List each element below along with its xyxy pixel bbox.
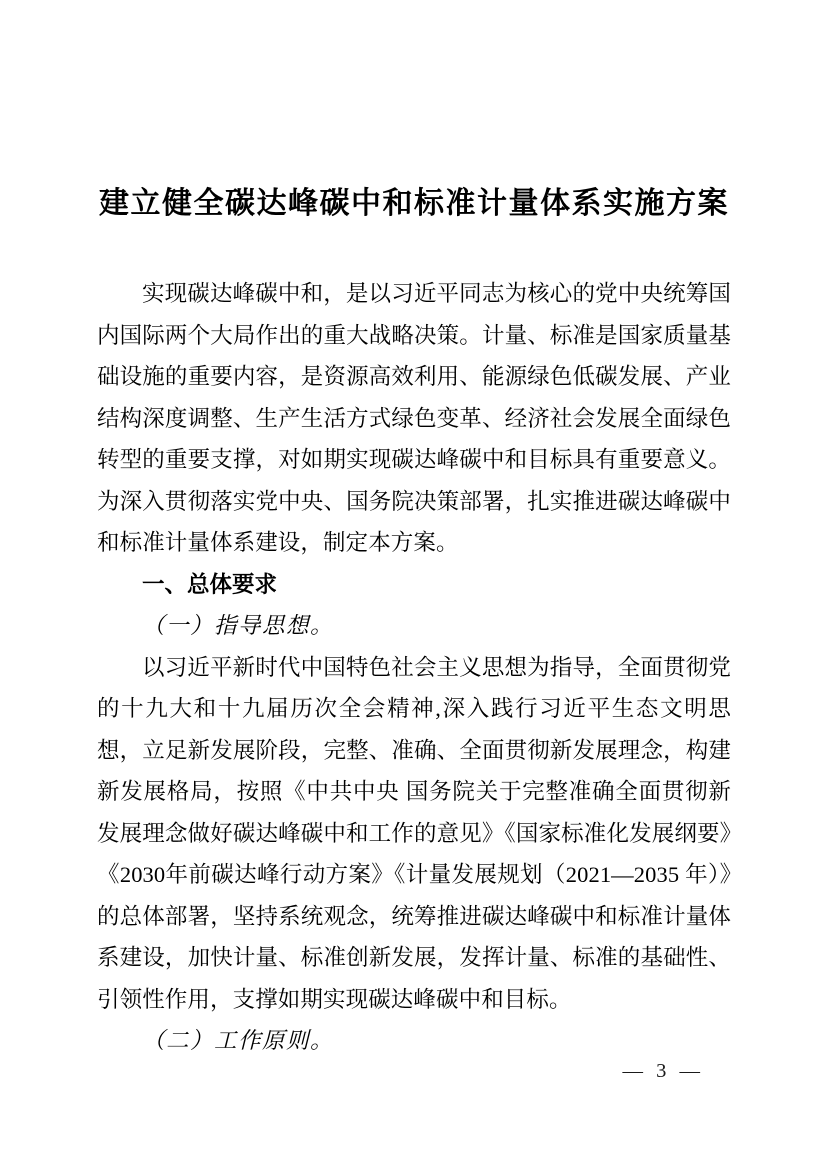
page-number: — 3 —	[622, 1060, 704, 1082]
paragraph-intro: 实现碳达峰碳中和，是以习近平同志为核心的党中央统筹国内国际两个大局作出的重大战略决策。计量、标准是国家质量基础设施的重要内容，是资源高效利用、能源绿色低碳发展、产业结构深度调整、生产生活方式绿色变革、经济社会发展全面绿色转型的重要支撑，对如期实现碳达峰碳中和目标具有重要意义。为深入贯彻落实党中央、国务院决策部署，扎实推进碳达峰碳中和标准计量体系建设，制定本方案。	[97, 281, 731, 555]
document-title: 建立健全碳达峰碳中和标准计量体系实施方案	[99, 187, 729, 220]
section-heading-overall-requirements: 一、总体要求	[142, 571, 278, 597]
document-content	[97, 181, 731, 1062]
paragraph-guiding-ideology: 以习近平新时代中国特色社会主义思想为指导，全面贯彻党的十九大和十九届历次全会精神,深入践行习近平生态文明思想，立足新发展阶段，完整、准确、全面贯彻新发展理念，构建新发展格局，按照《中共中央 国务院关于完整准确全面贯彻新发展理念做好碳达峰碳中和工作的意见》《国家标准化发展纲要》《2030年前碳达峰行动方案》《计量发展规划（2021—2035 年）》的总体部署，坚持系统观念，统筹推进碳达峰碳中和标准计量体系建设，加快计量、标准创新发展，发挥计量、标准的基础性、引领性作用，支撑如期实现碳达峰碳中和目标。	[97, 654, 731, 1012]
subsection-heading-working-principles: （二）工作原则。	[142, 1028, 335, 1053]
subsection-heading-guiding-ideology: （一）指导思想。	[142, 613, 335, 638]
